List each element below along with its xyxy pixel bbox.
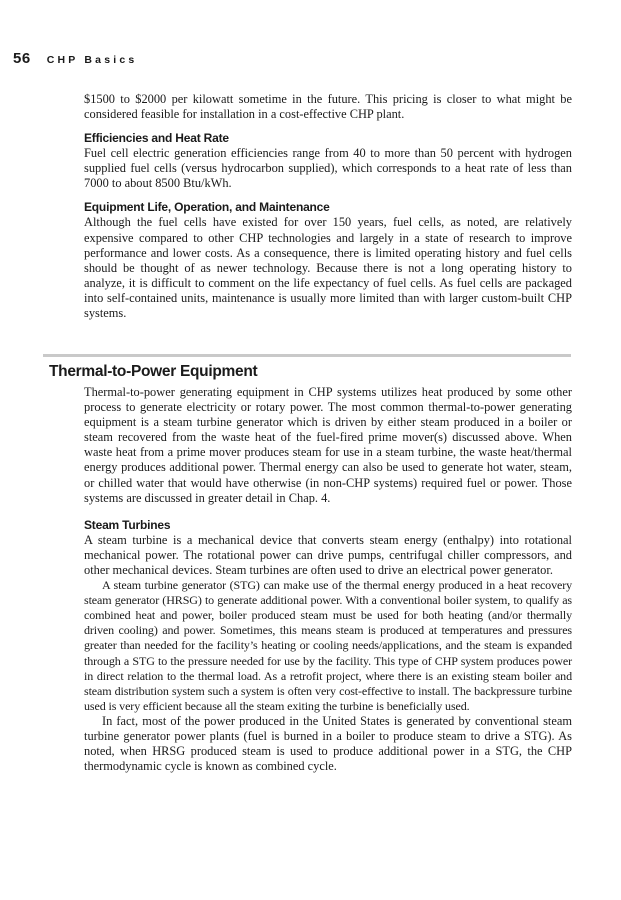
efficiencies-heading: Efficiencies and Heat Rate	[84, 131, 229, 146]
equipment-life-heading: Equipment Life, Operation, and Maintenance	[84, 200, 330, 215]
page-number: 56	[13, 50, 31, 67]
fuel-cell-section	[84, 92, 572, 321]
steam-turbines-heading: Steam Turbines	[84, 517, 171, 532]
steam-turbines-paragraph-1: A steam turbine is a mechanical device that converts steam energy (enthalpy) into rotational mechanical power. The rotational power can drive pumps, centrifugal chiller compressors, and other mechanical devices. Steam turbines are often used to drive an electrical power generator.	[84, 532, 572, 577]
section-divider	[43, 354, 571, 357]
section-title: Thermal-to-Power Equipment	[49, 363, 258, 380]
equipment-life-paragraph: Although the fuel cells have existed for over 150 years, fuel cells, as noted, are relatively expensive compared to other CHP technologies and largely in a state of research to improve performance and lower costs. As a consequence, there is limited operating history and fuel cells should be thought of as newer technology. Because there is not a long operating history to analyze, it is difficult to comment on the life expectancy of fuel cells. As fuel cells are packaged into self-contained units, maintenance is usually more limited than with larger custom-built CHP systems.	[84, 215, 572, 321]
chapter-title: CHP Basics	[46, 54, 138, 66]
running-head	[13, 50, 137, 70]
efficiencies-paragraph: Fuel cell electric generation efficiencies range from 40 to more than 50 percent with hydrogen supplied fuel cells (versus hydrocarbon supplied), which corresponds to a heat rate of less than 7000 to about 8500 Btu/kWh.	[84, 146, 572, 191]
steam-turbines-paragraph-3: In fact, most of the power produced in the United States is generated by conventional steam turbine generator power plants (fuel is burned in a boiler to produce steam to drive a STG). As noted, when HRSG produced steam is used to produce additional power in a STG, the CHP thermodynamic cycle is known as combined cycle.	[84, 713, 572, 774]
thermal-section-paragraph: Thermal-to-power generating equipment in CHP systems utilizes heat produced by some other process to generate electricity or rotary power. The most common thermal-to-power generating equipment is a steam turbine generator which is driven by either steam produced in a boiler or steam recovered from the waste heat of the fuel-fired prime mover(s) discussed above. When waste heat from a prime mover produces steam for use in a steam turbine, the waste heat/thermal energy produces additional power. Thermal energy can also be used to generate hot water, steam, or chilled water that would have otherwise (in non-CHP systems) required fuel or power. Those systems are discussed in greater detail in Chap. 4.	[84, 385, 572, 505]
intro-continuation-paragraph: $1500 to $2000 per kilowatt sometime in the future. This pricing is closer to what might be considered feasible for installation in a cost-effective CHP plant.	[84, 92, 572, 122]
steam-turbines-paragraph-2: A steam turbine generator (STG) can make use of the thermal energy produced in a heat recovery steam generator (HRSG) to generate additional power. With a conventional boiler system, to qualify as combined heat and power, boiler produced steam must be used for both heating (and/or thermally driven cooling) and power. Sometimes, this means steam is produced at temperatures and pressures greater than needed for the facility’s heating or cooling needs/applications, and the steam is expanded through a STG to the pressure needed for use by the facility. This type of CHP system produces power in direct relation to the thermal load. As a retrofit project, where there is an existing steam boiler and steam distribution system such a system is often very cost-effective to install. The backpressure turbine used is very efficient because all the steam exiting the turbine is beneficially used.	[84, 578, 572, 713]
thermal-to-power-section	[84, 385, 572, 774]
